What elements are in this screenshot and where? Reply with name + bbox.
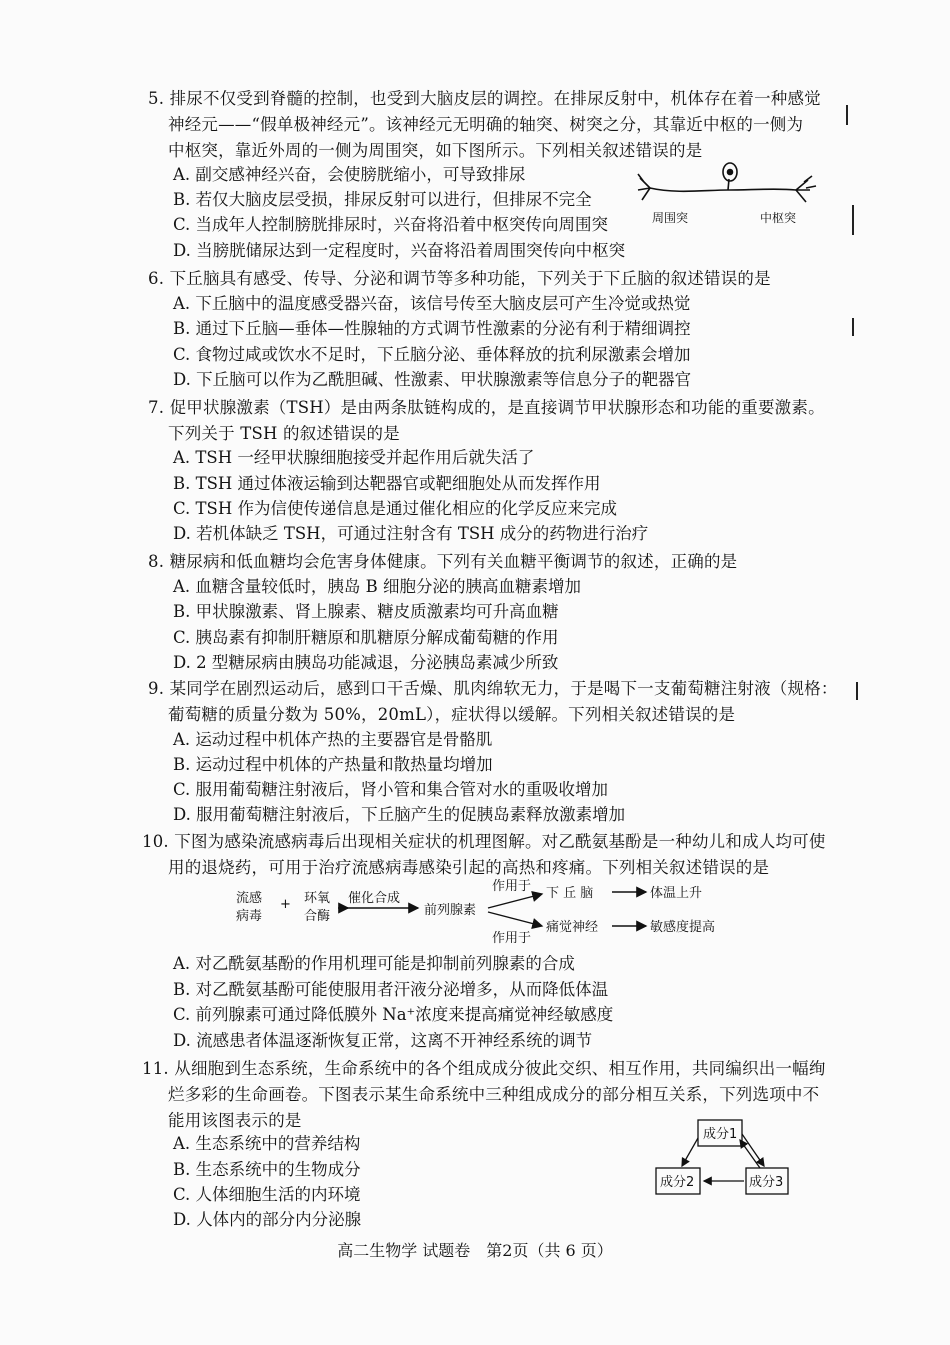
question-8-stem [148, 549, 820, 575]
question-line: 下列关于 TSH 的叙述错误的是 [168, 424, 400, 443]
question-line: 9. 某同学在剧烈运动后，感到口干舌燥、肌肉绵软无力，于是喝下一支葡萄糖注射液（规格： [148, 679, 838, 698]
question-line: 5. 排尿不仅受到脊髓的控制，也受到大脑皮层的调控。在排尿反射中，机体存在着一种感觉 [148, 89, 821, 108]
option-9c: C. 服用葡萄糖注射液后，肾小管和集合管对水的重吸收增加 [173, 780, 609, 799]
question-line: 能用该图表示的是 [168, 1111, 302, 1130]
question-7-stem [148, 395, 825, 447]
flow-prostaglandin: 前列腺素 [424, 903, 477, 918]
option-8d: D. 2 型糖尿病由胰岛功能减退，分泌胰岛素减少所致 [173, 653, 559, 672]
option-6c: C. 食物过咸或饮水不足时，下丘脑分泌、垂体释放的抗利尿激素会增加 [173, 345, 691, 364]
flow-virus-line2: 病毒 [236, 909, 263, 924]
scan-edge-mark [852, 318, 854, 336]
flow-temperature-rise: 体温上升 [650, 886, 703, 901]
flow-enzyme-line1: 环氧 [304, 891, 331, 906]
question-line: 11. 从细胞到生态系统，生命系统中的各个组成成分彼此交织、相互作用，共同编织出一幅绚 [142, 1059, 826, 1078]
peripheral-process-label: 周围突 [652, 211, 689, 225]
question-9-stem [148, 676, 838, 728]
option-10c: C. 前列腺素可通过降低膜外 Na⁺浓度来提高痛觉神经敏感度 [173, 1005, 614, 1024]
option-9b: B. 运动过程中机体的产热量和散热量均增加 [173, 755, 493, 774]
flow-virus-line1: 流感 [236, 891, 263, 906]
question-line: 8. 糖尿病和低血糖均会危害身体健康。下列有关血糖平衡调节的叙述，正确的是 [148, 552, 738, 571]
option-5b: B. 若仅大脑皮层受损，排尿反射可以进行，但排尿不完全 [173, 190, 592, 209]
option-9d: D. 服用葡萄糖注射液后，下丘脑产生的促胰岛素释放激素增加 [173, 805, 626, 824]
question-line: 烂多彩的生命画卷。下图表示某生命系统中三种组成成分的部分相互关系，下列选项中不 [168, 1085, 820, 1104]
influenza-mechanism-flowchart [230, 878, 750, 948]
central-process-label: 中枢突 [760, 211, 797, 225]
option-9a: A. 运动过程中机体产热的主要器官是骨骼肌 [173, 730, 493, 749]
option-5c: C. 当成年人控制膀胱排尿时，兴奋将沿着中枢突传向周围突 [173, 215, 609, 234]
component-2-label: 成分2 [660, 1175, 695, 1190]
flow-acts-on-bottom: 作用于 [492, 931, 532, 946]
scan-edge-mark [846, 105, 848, 125]
question-line: 7. 促甲状腺激素（TSH）是由两条肽链构成的，是直接调节甲状腺形态和功能的重要激素。 [148, 398, 825, 417]
question-5-stem [148, 86, 820, 164]
flow-enzyme-line2: 合酶 [304, 909, 331, 924]
option-10b: B. 对乙酰氨基酚可能使服用者汗液分泌增多，从而降低体温 [173, 980, 609, 999]
option-6b: B. 通过下丘脑—垂体—性腺轴的方式调节性激素的分泌有利于精细调控 [173, 319, 691, 338]
option-6a: A. 下丘脑中的温度感受器兴奋，该信号传至大脑皮层可产生冷觉或热觉 [173, 294, 691, 313]
option-11c: C. 人体细胞生活的内环境 [173, 1185, 361, 1204]
pseudounipolar-neuron-figure [636, 160, 822, 236]
option-8a: A. 血糖含量较低时，胰岛 B 细胞分泌的胰高血糖素增加 [173, 577, 582, 596]
scan-edge-mark [852, 205, 854, 235]
flow-hypothalamus: 下 丘 脑 [546, 886, 594, 901]
flow-catalyze-label: 催化合成 [348, 891, 401, 906]
component-3-label: 成分3 [749, 1175, 784, 1190]
question-line: 葡萄糖的质量分数为 50%，20mL），症状得以缓解。下列相关叙述错误的是 [168, 705, 736, 724]
option-11a: A. 生态系统中的营养结构 [173, 1134, 361, 1153]
question-line: 10. 下图为感染流感病毒后出现相关症状的机理图解。对乙酰氨基酚是一种幼儿和成人均可使 [142, 832, 826, 851]
page-footer: 高二生物学 试题卷 第2页（共 6 页） [337, 1241, 613, 1260]
scan-edge-mark [856, 682, 858, 700]
question-line: 中枢突，靠近外周的一侧为周围突，如下图所示。下列相关叙述错误的是 [168, 141, 703, 160]
option-8c: C. 胰岛素有抑制肝糖原和肌糖原分解成葡萄糖的作用 [173, 628, 559, 647]
option-8b: B. 甲状腺激素、肾上腺素、糖皮质激素均可升高血糖 [173, 602, 559, 621]
option-5a: A. 副交感神经兴奋，会使膀胱缩小，可导致排尿 [173, 165, 526, 184]
flow-plus: + [280, 897, 291, 912]
option-7a: A. TSH 一经甲状腺细胞接受并起作用后就失活了 [173, 448, 535, 467]
component-1-label: 成分1 [703, 1127, 738, 1142]
option-10d: D. 流感患者体温逐渐恢复正常，这离不开神经系统的调节 [173, 1031, 593, 1050]
flow-acts-on-top: 作用于 [492, 879, 532, 894]
question-10-stem [142, 829, 826, 881]
flow-sensitivity-increase: 敏感度提高 [650, 920, 716, 935]
option-7b: B. TSH 通过体液运输到达靶器官或靶细胞处从而发挥作用 [173, 474, 601, 493]
option-7d: D. 若机体缺乏 TSH，可通过注射含有 TSH 成分的药物进行治疗 [173, 524, 649, 543]
question-line: 神经元——“假单极神经元”。该神经元无明确的轴突、树突之分，其靠近中枢的一侧为 [168, 115, 804, 134]
option-7c: C. TSH 作为信使传递信息是通过催化相应的化学反应来完成 [173, 499, 617, 518]
option-11d: D. 人体内的部分内分泌腺 [173, 1210, 362, 1229]
flow-pain-nerve: 痛觉神经 [546, 920, 599, 935]
option-11b: B. 生态系统中的生物成分 [173, 1160, 361, 1179]
component-relationship-diagram [652, 1116, 792, 1200]
question-line: 6. 下丘脑具有感受、传导、分泌和调节等多种功能，下列关于下丘脑的叙述错误的是 [148, 269, 771, 288]
question-line: 用的退烧药，可用于治疗流感病毒感染引起的高热和疼痛。下列相关叙述错误的是 [168, 858, 770, 877]
option-5d: D. 当膀胱储尿达到一定程度时，兴奋将沿着周围突传向中枢突 [173, 241, 626, 260]
question-6-stem [148, 266, 820, 292]
option-10a: A. 对乙酰氨基酚的作用机理可能是抑制前列腺素的合成 [173, 954, 575, 973]
option-6d: D. 下丘脑可以作为乙酰胆碱、性激素、甲状腺激素等信息分子的靶器官 [173, 370, 692, 389]
